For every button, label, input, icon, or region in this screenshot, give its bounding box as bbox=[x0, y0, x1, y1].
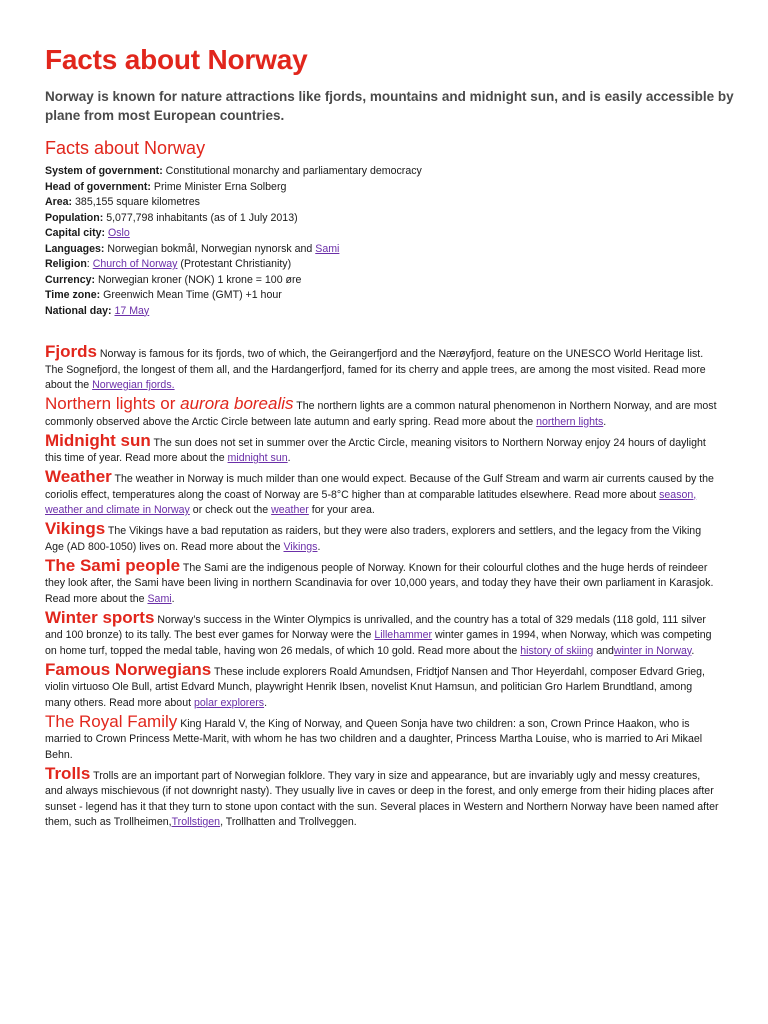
section-winter-sports bbox=[45, 607, 720, 660]
midnight-sun-link[interactable]: midnight sun bbox=[227, 452, 288, 464]
page-title: Facts about Norway bbox=[45, 44, 308, 75]
fact-value: Norwegian bokmål, Norwegian nynorsk and bbox=[104, 242, 316, 255]
section-text-end: . bbox=[603, 415, 607, 428]
fact-separator: : bbox=[86, 258, 93, 270]
section-text: Trolls are an important part of Norwegian folklore. They vary in size and appearance, but are invariably ugly and messy creatures, and always mischievous (if not downright nasty). They usually live in caves or deep in the forest, and only emerge from their hiding places after sunset - legend has it that they turn to stone upon contact with the sun. Several places in Western and Northern Norway have been named after them, such as Trollheimen, bbox=[45, 769, 719, 828]
trollstigen-link[interactable]: Trollstigen bbox=[171, 816, 221, 828]
fact-population bbox=[45, 211, 735, 227]
section-text-end: for your area. bbox=[308, 504, 375, 516]
sami-language-link[interactable]: Sami bbox=[315, 242, 340, 255]
section-text-end: . bbox=[691, 644, 695, 657]
section-heading: Weather bbox=[45, 467, 112, 486]
weather-link[interactable]: weather bbox=[271, 504, 309, 516]
sections-list bbox=[45, 344, 720, 833]
section-text: King Harald V, the King of Norway, and Queen Sonja have two children: a son, Crown Prince Haakon, who is married to Crown Princess Mette-Marit, with whom he has two children and a daughter, Princess Martha Louise, who is married to Ari Mikael Behn. bbox=[45, 717, 703, 761]
fact-national-day bbox=[45, 304, 735, 320]
section-text: These include explorers Roald Amundsen, Fridtjof Nansen and Thor Heyerdahl, composer Edvard Grieg, violin virtuoso Ole Bull, artist Edvard Munch, playwright Henrik Ibsen, novelist Knut Hamsun, and politician Gro Harlem Brundtland, among many others. Read more about bbox=[45, 665, 705, 709]
section-text: The weather in Norway is much milder than one would expect. Because of the Gulf Stream and warm air currents caused by the coriolis effect, temperatures along the coast of Norway are 5-8°C higher than at comparable latitudes elsewhere. Read more about bbox=[45, 473, 714, 501]
fact-area bbox=[45, 195, 735, 211]
section-heading: Vikings bbox=[45, 519, 106, 538]
section-heading: The Sami people bbox=[45, 555, 181, 575]
section-weather bbox=[45, 469, 720, 519]
section-midnight-sun bbox=[45, 430, 720, 467]
section-heading: Winter sports bbox=[45, 607, 155, 627]
section-heading: Midnight sun bbox=[45, 430, 151, 450]
fact-value: 385,155 square kilometres bbox=[72, 196, 200, 208]
section-royal-family bbox=[45, 711, 720, 764]
fact-government bbox=[45, 164, 735, 180]
section-text: The Sami are the indigenous people of Norway. Known for their colourful clothes and the huge herds of reindeer they look after, the Sami have been living in northern Scandinavia for over 10,000 years, and today they have their own parliament in Karasjok. Read more about the bbox=[45, 561, 714, 605]
section-text: Norway is famous for its fjords, two of which, the Geirangerfjord and the Nærøyfjord, feature on the UNESCO World Heritage list. The Sognefjord, the longest of them all, and the Hardangerfjord, famed for its cherry and apple trees, are among the most visited. Read more about the bbox=[45, 348, 706, 391]
section-text-mid: or check out the bbox=[189, 504, 272, 516]
facts-heading: Facts about Norway bbox=[45, 138, 206, 158]
section-heading: Fjords bbox=[45, 342, 97, 361]
section-text-end: . bbox=[317, 540, 321, 553]
norwegian-fjords-link[interactable]: Norwegian fjords. bbox=[92, 379, 175, 391]
section-heading: Famous Norwegians bbox=[45, 659, 212, 679]
intro-paragraph: Norway is known for nature attractions like fjords, mountains and midnight sun, and is easily accessible by plane from most European countries. bbox=[45, 89, 734, 123]
fact-value: Prime Minister Erna Solberg bbox=[150, 180, 287, 193]
history-of-skiing-link[interactable]: history of skiing bbox=[520, 644, 594, 657]
fact-label: Time zone: bbox=[45, 289, 101, 301]
section-text: The sun does not set in summer over the Arctic Circle, meaning visitors to Northern Norway enjoy 24 hours of daylight this time of year. Read more about the bbox=[45, 436, 706, 464]
fact-head-of-government bbox=[45, 180, 735, 196]
section-trolls bbox=[45, 763, 720, 831]
vikings-link[interactable]: Vikings bbox=[283, 540, 318, 553]
winter-in-norway-link[interactable]: winter in Norway bbox=[613, 644, 692, 657]
fact-value: Norwegian kroner (NOK) 1 krone = 100 øre bbox=[95, 273, 302, 286]
northern-lights-link[interactable]: northern lights bbox=[536, 415, 604, 428]
fact-label: National day: bbox=[45, 304, 112, 317]
section-text: The northern lights are a common natural phenomenon in Northern Norway, and are most commonly observed above the Arctic Circle between late autumn and early spring. Read more about the bbox=[45, 400, 717, 428]
fact-currency bbox=[45, 273, 735, 289]
section-northern-lights bbox=[45, 396, 720, 430]
section-text-mid: winter games in 1994, when Norway, which was competing on home turf, topped the medal table, having won 26 medals, of which 10 gold. Read more about the bbox=[45, 629, 712, 657]
lillehammer-link[interactable]: Lillehammer bbox=[374, 629, 433, 641]
fact-label: System of government: bbox=[45, 165, 163, 177]
climate-link[interactable]: season, weather and climate in Norway bbox=[45, 488, 697, 516]
fact-value: (Protestant Christianity) bbox=[177, 258, 292, 270]
fact-label: Capital city: bbox=[45, 227, 106, 239]
section-text: Norway’s success in the Winter Olympics is unrivalled, and the country has a total of 329 medals (118 gold, 111 silver and 100 bronze) to its tally. The best ever games for Norway were the bbox=[45, 613, 706, 641]
section-text-end: . bbox=[264, 696, 268, 709]
fact-value: Constitutional monarchy and parliamentary democracy bbox=[162, 165, 422, 177]
section-heading-italic: aurora borealis bbox=[180, 394, 294, 413]
fact-languages bbox=[45, 242, 735, 258]
fact-label: Area: bbox=[45, 196, 73, 208]
section-text-end: . bbox=[171, 592, 175, 605]
fact-label: Languages: bbox=[45, 242, 105, 255]
fact-value: Greenwich Mean Time (GMT) +1 hour bbox=[100, 289, 282, 301]
section-vikings bbox=[45, 521, 720, 555]
fact-timezone bbox=[45, 288, 735, 304]
fact-capital bbox=[45, 226, 735, 242]
section-heading-main: Northern lights or bbox=[45, 394, 181, 413]
polar-explorers-link[interactable]: polar explorers bbox=[193, 696, 265, 709]
oslo-link[interactable]: Oslo bbox=[108, 227, 130, 239]
fact-label: Religion bbox=[45, 258, 87, 270]
sami-link[interactable]: Sami bbox=[147, 592, 172, 605]
facts-list bbox=[45, 164, 735, 319]
section-fjords bbox=[45, 344, 720, 394]
fact-value: 5,077,798 inhabitants (as of 1 July 2013) bbox=[103, 211, 298, 224]
section-text-end: , Trollhatten and Trollveggen. bbox=[220, 816, 357, 828]
section-text-end: . bbox=[287, 452, 291, 464]
section-heading: The Royal Family bbox=[45, 711, 178, 731]
section-text: The Vikings have a bad reputation as raiders, but they were also traders, explorers and settlers, and the legacy from the Viking Age (AD 800-1050) lives on. Read more about the bbox=[45, 525, 702, 553]
church-of-norway-link[interactable]: Church of Norway bbox=[92, 258, 178, 270]
fact-label: Currency: bbox=[45, 273, 96, 286]
fact-label: Head of government: bbox=[45, 180, 151, 193]
fact-label: Population: bbox=[45, 211, 104, 224]
section-famous-norwegians bbox=[45, 659, 720, 712]
national-day-link[interactable]: 17 May bbox=[114, 304, 150, 317]
section-text-mid: and bbox=[593, 644, 614, 657]
section-heading: Trolls bbox=[45, 763, 91, 783]
section-sami-people bbox=[45, 555, 720, 608]
section-heading bbox=[45, 394, 294, 413]
fact-religion bbox=[45, 257, 735, 273]
